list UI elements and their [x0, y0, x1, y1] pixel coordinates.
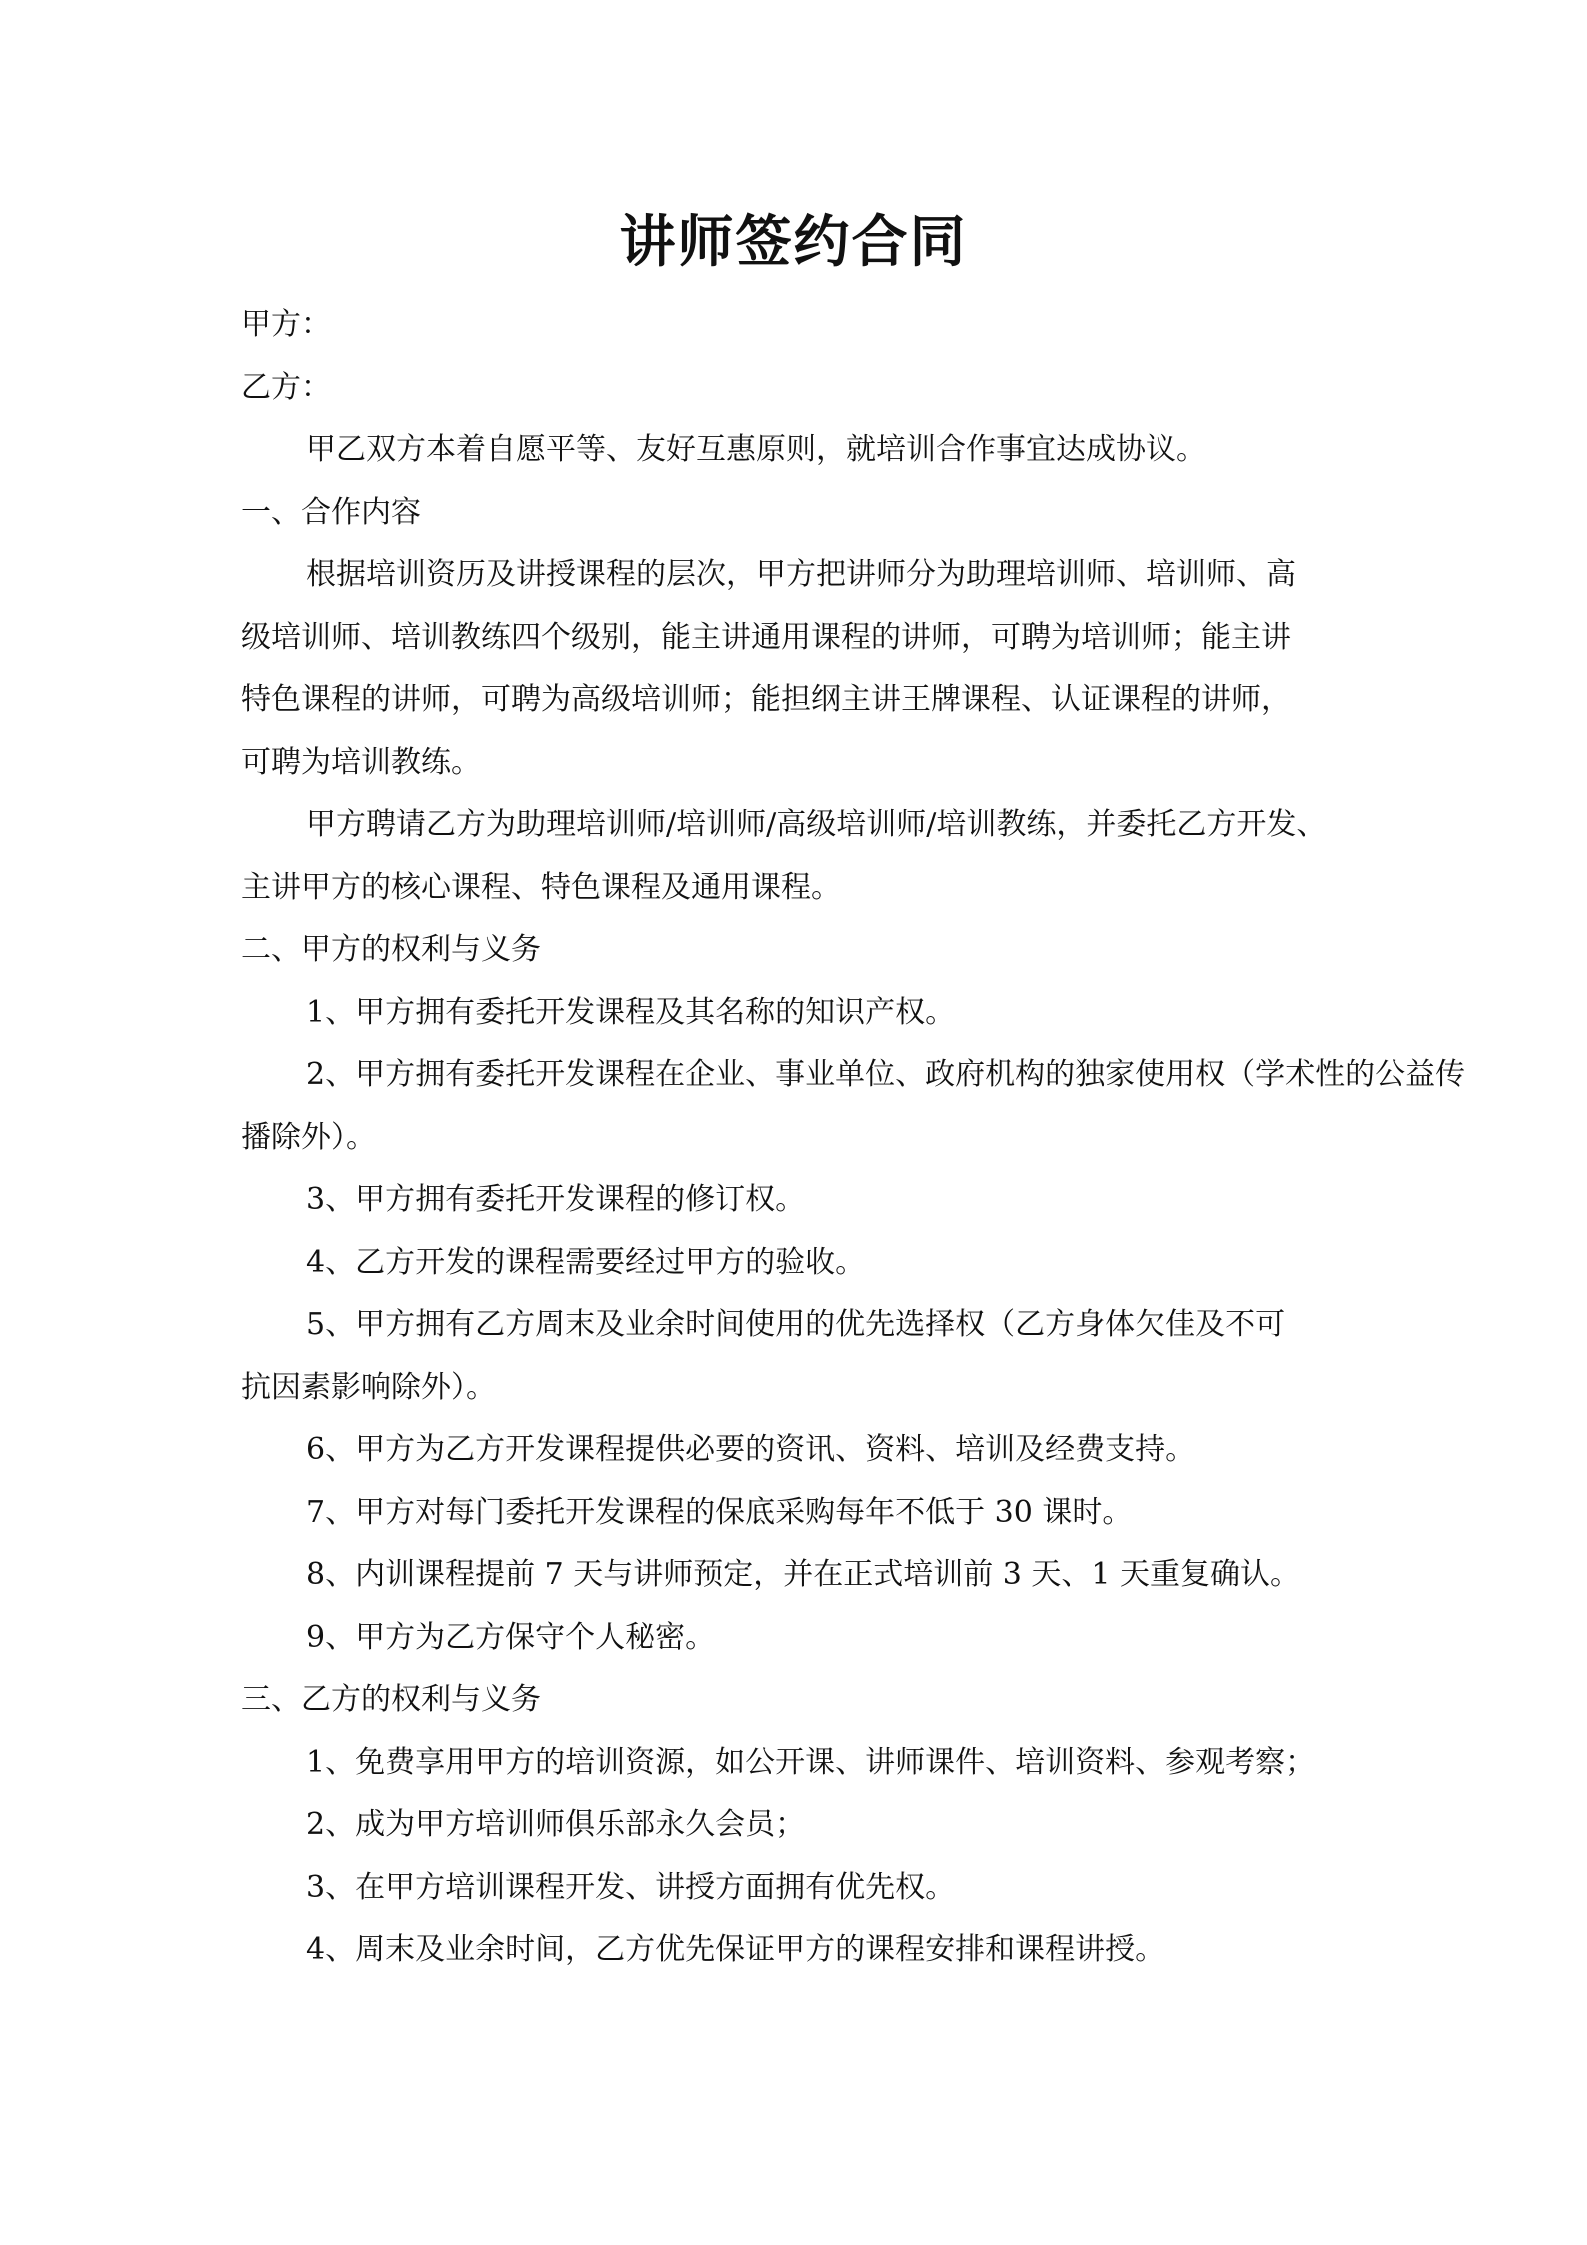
- party-a-label: 甲方：: [241, 307, 331, 342]
- paragraph-line: 特色课程的讲师，可聘为高级培训师；能担纲主讲王牌课程、认证课程的讲师，: [241, 682, 1291, 717]
- clause-item: 8、内训课程提前 7 天与讲师预定，并在正式培训前 3 天、1 天重复确认。: [306, 1557, 1301, 1592]
- paragraph-line: 甲方聘请乙方为助理培训师/培训师/高级培训师/培训教练，并委托乙方开发、: [306, 807, 1327, 842]
- paragraph-line: 主讲甲方的核心课程、特色课程及通用课程。: [241, 870, 841, 905]
- clause-item: 4、乙方开发的课程需要经过甲方的验收。: [306, 1245, 866, 1280]
- section-heading-cooperation: 一、合作内容: [241, 495, 421, 530]
- preamble-paragraph: 甲乙双方本着自愿平等、友好互惠原则，就培训合作事宜达成协议。: [306, 432, 1206, 467]
- clause-item: 1、免费享用甲方的培训资源，如公开课、讲师课件、培训资料、参观考察；: [306, 1745, 1316, 1780]
- clause-item: 2、甲方拥有委托开发课程在企业、事业单位、政府机构的独家使用权（学术性的公益传: [306, 1057, 1466, 1092]
- clause-item-continuation: 抗因素影响除外）。: [241, 1370, 496, 1405]
- party-b-label: 乙方：: [241, 370, 331, 405]
- clause-item: 7、甲方对每门委托开发课程的保底采购每年不低于 30 课时。: [306, 1495, 1133, 1530]
- clause-item: 1、甲方拥有委托开发课程及其名称的知识产权。: [306, 995, 956, 1030]
- clause-item: 3、甲方拥有委托开发课程的修订权。: [306, 1182, 806, 1217]
- paragraph-line: 级培训师、培训教练四个级别，能主讲通用课程的讲师，可聘为培训师；能主讲: [241, 620, 1291, 655]
- document-title: 讲师签约合同: [619, 209, 968, 275]
- clause-item: 2、成为甲方培训师俱乐部永久会员；: [306, 1807, 806, 1842]
- clause-item: 5、甲方拥有乙方周末及业余时间使用的优先选择权（乙方身体欠佳及不可: [306, 1307, 1286, 1342]
- section-heading-party-b-rights: 三、乙方的权利与义务: [241, 1682, 541, 1717]
- paragraph-line: 可聘为培训教练。: [241, 745, 481, 780]
- clause-item: 4、周末及业余时间，乙方优先保证甲方的课程安排和课程讲授。: [306, 1932, 1166, 1967]
- section-heading-party-a-rights: 二、甲方的权利与义务: [241, 932, 541, 967]
- clause-item: 3、在甲方培训课程开发、讲授方面拥有优先权。: [306, 1870, 956, 1905]
- clause-item: 9、甲方为乙方保守个人秘密。: [306, 1620, 716, 1655]
- paragraph-line: 根据培训资历及讲授课程的层次，甲方把讲师分为助理培训师、培训师、高: [306, 557, 1296, 592]
- clause-item-continuation: 播除外）。: [241, 1120, 376, 1155]
- clause-item: 6、甲方为乙方开发课程提供必要的资讯、资料、培训及经费支持。: [306, 1432, 1196, 1467]
